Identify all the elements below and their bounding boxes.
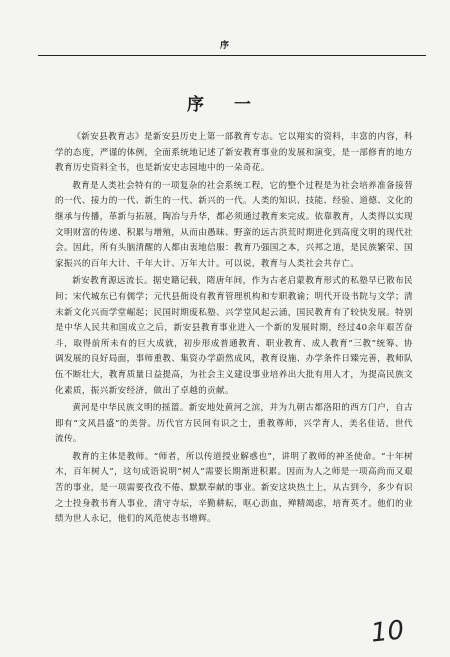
paragraph-1: 《新安县教育志》是新安县历史上第一部教育专志。它以翔实的资料，丰富的内容，科学的态度，严谨的体例，全面系统地记述了新安教育事业的发展和演变，是一部修育的地方教育历史资料全书，也是新安史志园地中的一朵奇花。 [55, 132, 413, 174]
paragraph-2: 教育是人类社会特有的一项复杂的社会系统工程，它的整个过程是为社会培养准备接替的一代、接力的一代、新生的一代、新兴的一代。人类的知识、技能、经验、道德、文化的继承与传播，革新与拓展，陶冶与升华，都必须通过教育来完成。依靠教育，人类得以实现文明财富的传递、积累与增殖，从而由愚昧、野蛮的远古洪荒时期进化到高度文明的现代社会。因此，所有头脑清醒的人都由衷地信服：教育乃强国之本，兴邦之道，是民族繁荣、国家振兴的百年大计、千年大计、万年大计。可以说，教育与人类社会共存亡。 [55, 180, 413, 269]
page-title: 序 一 [187, 95, 263, 115]
running-head: 序 [219, 41, 230, 51]
body-text [55, 130, 413, 530]
handwritten-page-number: 10 [369, 615, 406, 649]
paragraph-5: 教育的主体是教师。“师者，所以传道授业解惑也”，讲明了教师的神圣使命。“十年树木，百年树人”，这句成语说明“树人”需要长期渐进积累。因而为人之师是一项高尚而又艰苦的事业，是一项需要孜孜不倦、默默奉献的事业。新安这块热土上，从古到今，多少有识之士投身教书育人事业，清守寺坛，辛勤耕耘，呕心沥血，殚精竭虑，培育英才。他们的业绩为世人永记，他们的风范使志书增辉。 [55, 451, 413, 525]
paragraph-3: 新安教育源远流长。据史籍记载，隋唐年间，作为古老启蒙教育形式的私塾早已散布民间；宋代城东已有儒学；元代县衙设有教育管理机构和专职教谕；明代开设书院与文学；清末新文化兴而学堂崛起；民国时期废私塾、兴学堂风起云涌，国民教育有了较快发展。特别是中华人民共和国成立之后，新安县教育事业进入一个新的发展时期，经过40余年艰苦奋斗，取得前所未有的巨大成就，初步形成普通教育、职业教育、成人教育“三教”统筹、协调发展的良好局面，事师重教、集资办学蔚然成风，教育设施、办学条件日臻完善，教师队伍不断壮大，教育质量日益提高，为社会主义建设事业培养出大批有用人才，为提高民族文化素质，振兴新安经济，做出了卓越的贡献。 [55, 276, 413, 396]
header-rule [38, 55, 426, 56]
paragraph-4: 黄河是中华民族文明的摇篮。新安地处黄河之滨，并为九朝古都洛阳的西方门户，自古即有“文风昌盛”的美誉。历代官方民间有识之士，重教尊师，兴学育人，美名佳话，世代流传。 [55, 403, 413, 445]
